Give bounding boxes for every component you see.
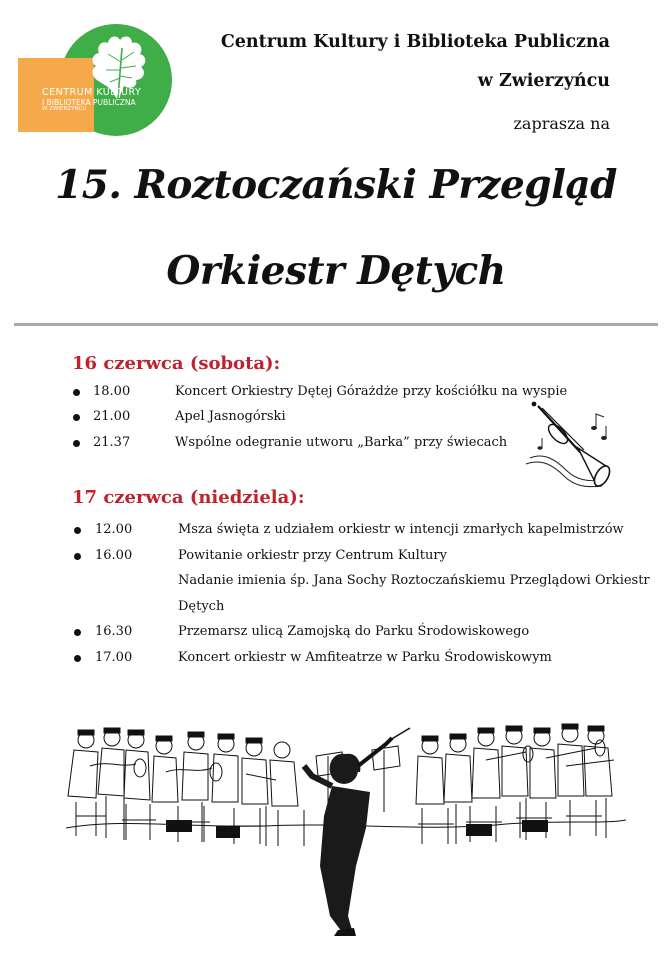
organizer-line-2: w Zwierzyńcu bbox=[477, 71, 610, 91]
trumpet-icon bbox=[522, 400, 618, 490]
logo-text bbox=[42, 88, 141, 113]
organizer-line-1: Centrum Kultury i Biblioteka Publiczna bbox=[220, 32, 610, 52]
event-time: 18.00 bbox=[93, 384, 131, 399]
event-time: 17.00 bbox=[95, 650, 133, 665]
event-time: 16.00 bbox=[95, 548, 133, 563]
bullet-icon bbox=[74, 553, 81, 560]
bullet-icon bbox=[74, 655, 81, 662]
event-description: Dętych bbox=[178, 599, 225, 614]
event-time: 12.00 bbox=[95, 522, 133, 537]
logo-line-3: W ZWIERZYŃCU bbox=[42, 106, 87, 112]
bullet-icon bbox=[74, 527, 81, 534]
event-description: Koncert Orkiestry Dętej Górażdże przy kościółku na wyspie bbox=[175, 384, 568, 399]
logo-line-1: CENTRUM KULTURY bbox=[42, 87, 142, 98]
logo-line-2: I BIBLIOTEKA PUBLICZNA bbox=[42, 97, 136, 107]
event-description: Przemarsz ulicą Zamojską do Parku Środowiskowego bbox=[178, 624, 530, 639]
event-description: Msza święta z udziałem orkiestr w intencji zmarłych kapelmistrzów bbox=[178, 522, 624, 537]
day2-heading: 17 czerwca (niedziela): bbox=[72, 487, 305, 508]
event-time: 21.00 bbox=[93, 409, 131, 424]
event-description: Nadanie imienia śp. Jana Sochy Roztoczańskiemu Przeglądowi Orkiestr bbox=[178, 573, 650, 588]
event-title-line-1: 15. Roztoczański Przegląd bbox=[55, 162, 617, 208]
invite-text: zaprasza na bbox=[513, 114, 610, 133]
event-time: 16.30 bbox=[95, 624, 133, 639]
event-time: 21.37 bbox=[93, 435, 131, 450]
bullet-icon bbox=[73, 440, 80, 447]
organization-logo bbox=[18, 22, 174, 136]
bullet-icon bbox=[74, 629, 81, 636]
bullet-icon bbox=[73, 414, 80, 421]
brass-band-illustration bbox=[66, 716, 626, 936]
event-description: Koncert orkiestr w Amfiteatrze w Parku Środowiskowym bbox=[178, 650, 552, 665]
bullet-icon bbox=[73, 389, 80, 396]
event-description: Powitanie orkiestr przy Centrum Kultury bbox=[178, 548, 447, 563]
day1-heading: 16 czerwca (sobota): bbox=[72, 353, 281, 374]
divider bbox=[14, 323, 658, 326]
organizer-name bbox=[221, 34, 610, 112]
event-description: Apel Jasnogórski bbox=[175, 409, 286, 424]
event-title-line-2: Orkiestr Dętych bbox=[166, 248, 506, 294]
event-description: Wspólne odegranie utworu „Barka” przy świecach bbox=[175, 435, 508, 450]
